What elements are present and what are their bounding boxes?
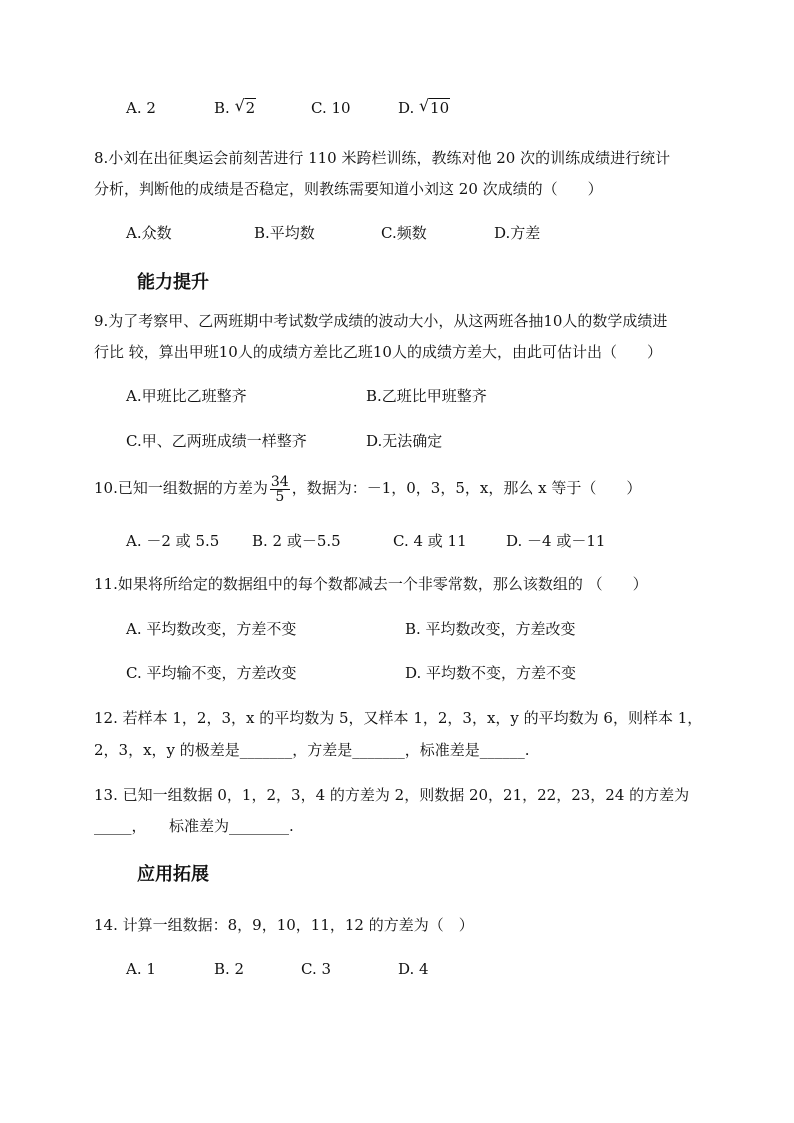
q10-option-c: C. 4 或 11 (393, 532, 467, 550)
q10-text-prefix: 10.已知一组数据的方差为 (94, 479, 268, 497)
q8-option-d: D.方差 (494, 224, 541, 242)
q10-option-a: A. －2 或 5.5 (126, 532, 220, 550)
q14-text: 14. 计算一组数据：8，9，10，11，12 的方差为（ ） (94, 916, 474, 934)
q8-option-b: B.平均数 (254, 224, 315, 242)
q7-option-a: A. 2 (126, 99, 156, 117)
q14-option-b: B. 2 (214, 960, 245, 978)
sqrt-symbol: √ 2 (234, 96, 256, 117)
q9-option-b: B.乙班比甲班整齐 (366, 387, 487, 405)
q10-fraction-numerator: 34 (270, 473, 289, 490)
q10-text (94, 470, 641, 506)
q10-fraction-denominator: 5 (275, 488, 285, 505)
q10-text-suffix: ，数据为：－1，0，3，5，x，那么 x 等于（ ） (291, 479, 642, 497)
q11-option-a: A. 平均数改变，方差不变 (126, 620, 297, 638)
section-heading-application: 应用拓展 (137, 864, 209, 885)
q13-text-line1: 13. 已知一组数据 0，1，2，3，4 的方差为 2，则数据 20，21，22，23，24 的方差为 (94, 786, 690, 804)
q7-option-b (214, 98, 256, 118)
q10-option-d: D. －4 或－11 (506, 532, 606, 550)
q7-option-d (398, 98, 450, 118)
q9-option-a: A.甲班比乙班整齐 (126, 387, 247, 405)
q8-text-line1: 8.小刘在出征奥运会前刻苦进行 110 米跨栏训练，教练对他 20 次的训练成绩进行统计 (94, 149, 671, 167)
q12-text-line2: 2，3，x，y 的极差是_______，方差是_______，标准差是______. (94, 741, 530, 759)
q7-option-b-radicand: 2 (245, 99, 256, 117)
q9-text-line2: 行比 较，算出甲班10人的成绩方差比乙班10人的成绩方差大，由此可估计出（ ） (94, 343, 662, 361)
q14-option-d: D. 4 (398, 960, 429, 978)
q11-option-d: D. 平均数不变，方差不变 (405, 664, 577, 682)
q14-option-c: C. 3 (301, 960, 332, 978)
q9-text-line1: 9.为了考察甲、乙两班期中考试数学成绩的波动大小，从这两班各抽10人的数学成绩进 (94, 312, 668, 330)
q8-option-a: A.众数 (126, 224, 172, 242)
q9-option-c: C.甲、乙两班成绩一样整齐 (126, 432, 307, 450)
q8-option-c: C.频数 (381, 224, 427, 242)
q12-text-line1: 12. 若样本 1，2，3，x 的平均数为 5，又样本 1，2，3，x，y 的平均数为 6，则样本 1， (94, 709, 703, 727)
q7-option-d-radicand: 10 (430, 99, 450, 117)
q10-option-b: B. 2 或－5.5 (252, 532, 341, 550)
sqrt-symbol: √ 10 (419, 96, 450, 117)
q10-fraction (270, 475, 290, 504)
q11-option-b: B. 平均数改变，方差改变 (405, 620, 576, 638)
section-heading-ability: 能力提升 (137, 272, 209, 293)
q7-option-d-label: D. (398, 99, 415, 117)
q14-option-a: A. 1 (126, 960, 156, 978)
q13-text-line2: _____， 标准差为________. (94, 817, 294, 835)
q11-text: 11.如果将所给定的数据组中的每个数都减去一个非零常数，那么该数组的 （ ） (94, 575, 648, 593)
q7-option-c: C. 10 (311, 99, 351, 117)
q8-text-line2: 分析，判断他的成绩是否稳定，则教练需要知道小刘这 20 次成绩的（ ） (94, 180, 603, 198)
q9-option-d: D.无法确定 (366, 432, 443, 450)
q7-option-b-label: B. (214, 99, 230, 117)
q11-option-c: C. 平均输不变，方差改变 (126, 664, 297, 682)
